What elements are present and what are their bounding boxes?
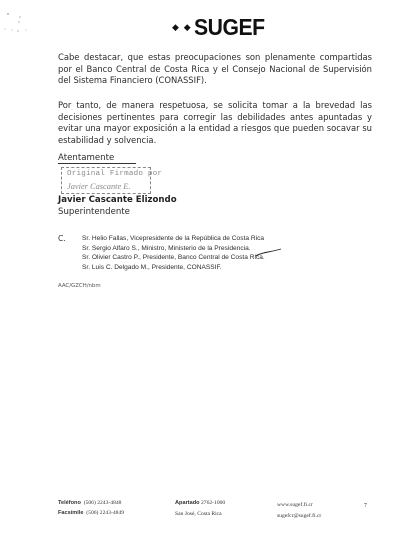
sugef-logo xyxy=(172,14,270,41)
cc-recipient: Sr. Olivier Castro P., Presidente, Banco Central de Costa Rica. xyxy=(82,254,265,262)
footer-phone xyxy=(58,500,121,506)
stamp-line-1: Original Firmado por xyxy=(67,170,163,178)
phone-number: (506) 2243-4848 xyxy=(83,500,122,506)
closing-salutation: Atentamente xyxy=(58,153,115,163)
signer-name: Javier Cascante Elizondo xyxy=(58,195,177,205)
po-box-number: 2762-1000 xyxy=(200,500,226,506)
phone-label: Teléfono xyxy=(58,500,81,506)
footer-po-box xyxy=(175,500,225,506)
footer-email: sugefcr@sugef.fi.cr xyxy=(277,513,322,519)
cc-recipient: Sr. Helio Fallas, Vicepresidente de la República de Costa Rica xyxy=(82,235,265,242)
fax-label: Facsímile xyxy=(58,510,84,516)
reference-initials: AAC/GZCH/nbm xyxy=(58,283,101,289)
footer-website: www.sugef.fi.cr xyxy=(277,502,313,508)
page-number: 7 xyxy=(364,503,367,509)
cc-recipient: Sr. Sergio Alfaro S., Ministro, Ministerio de la Presidencia. xyxy=(82,244,251,252)
signature-stamp xyxy=(61,167,163,194)
footer-city: San José, Costa Rica xyxy=(175,511,222,517)
footer-fax xyxy=(58,510,124,516)
fax-number: (506) 2243-4849 xyxy=(86,510,125,516)
diamond-icon: ◆ ◆ xyxy=(172,22,192,33)
check-mark-icon xyxy=(254,248,282,258)
cc-recipient: Sr. Luis C. Delgado M., Presidente, CONASSIF. xyxy=(82,264,222,272)
paragraph-request: Por tanto, de manera respetuosa, se solicita tomar a la brevedad las decisiones pertinentes para corregir las debilidades antes apuntadas y evitar una mayor exposición a la entidad a riesgos que pueden socavar su estabilidad y solvencia. xyxy=(58,100,372,145)
logo-text: SUGEF xyxy=(193,14,265,40)
cc-list xyxy=(82,234,265,273)
signature-line xyxy=(58,163,136,164)
scan-specks xyxy=(2,8,42,48)
cc-label: C. xyxy=(58,234,66,243)
po-box-label: Apartado xyxy=(175,500,200,506)
stamp-line-2: Javier Cascante E. xyxy=(67,182,131,191)
signer-title: Superintendente xyxy=(58,207,130,217)
paragraph-concerns: Cabe destacar, que estas preocupaciones son plenamente compartidas por el Banco Central de Costa Rica y el Consejo Nacional de Supervisión del Sistema Financiero (CONASSIF). xyxy=(58,52,372,86)
